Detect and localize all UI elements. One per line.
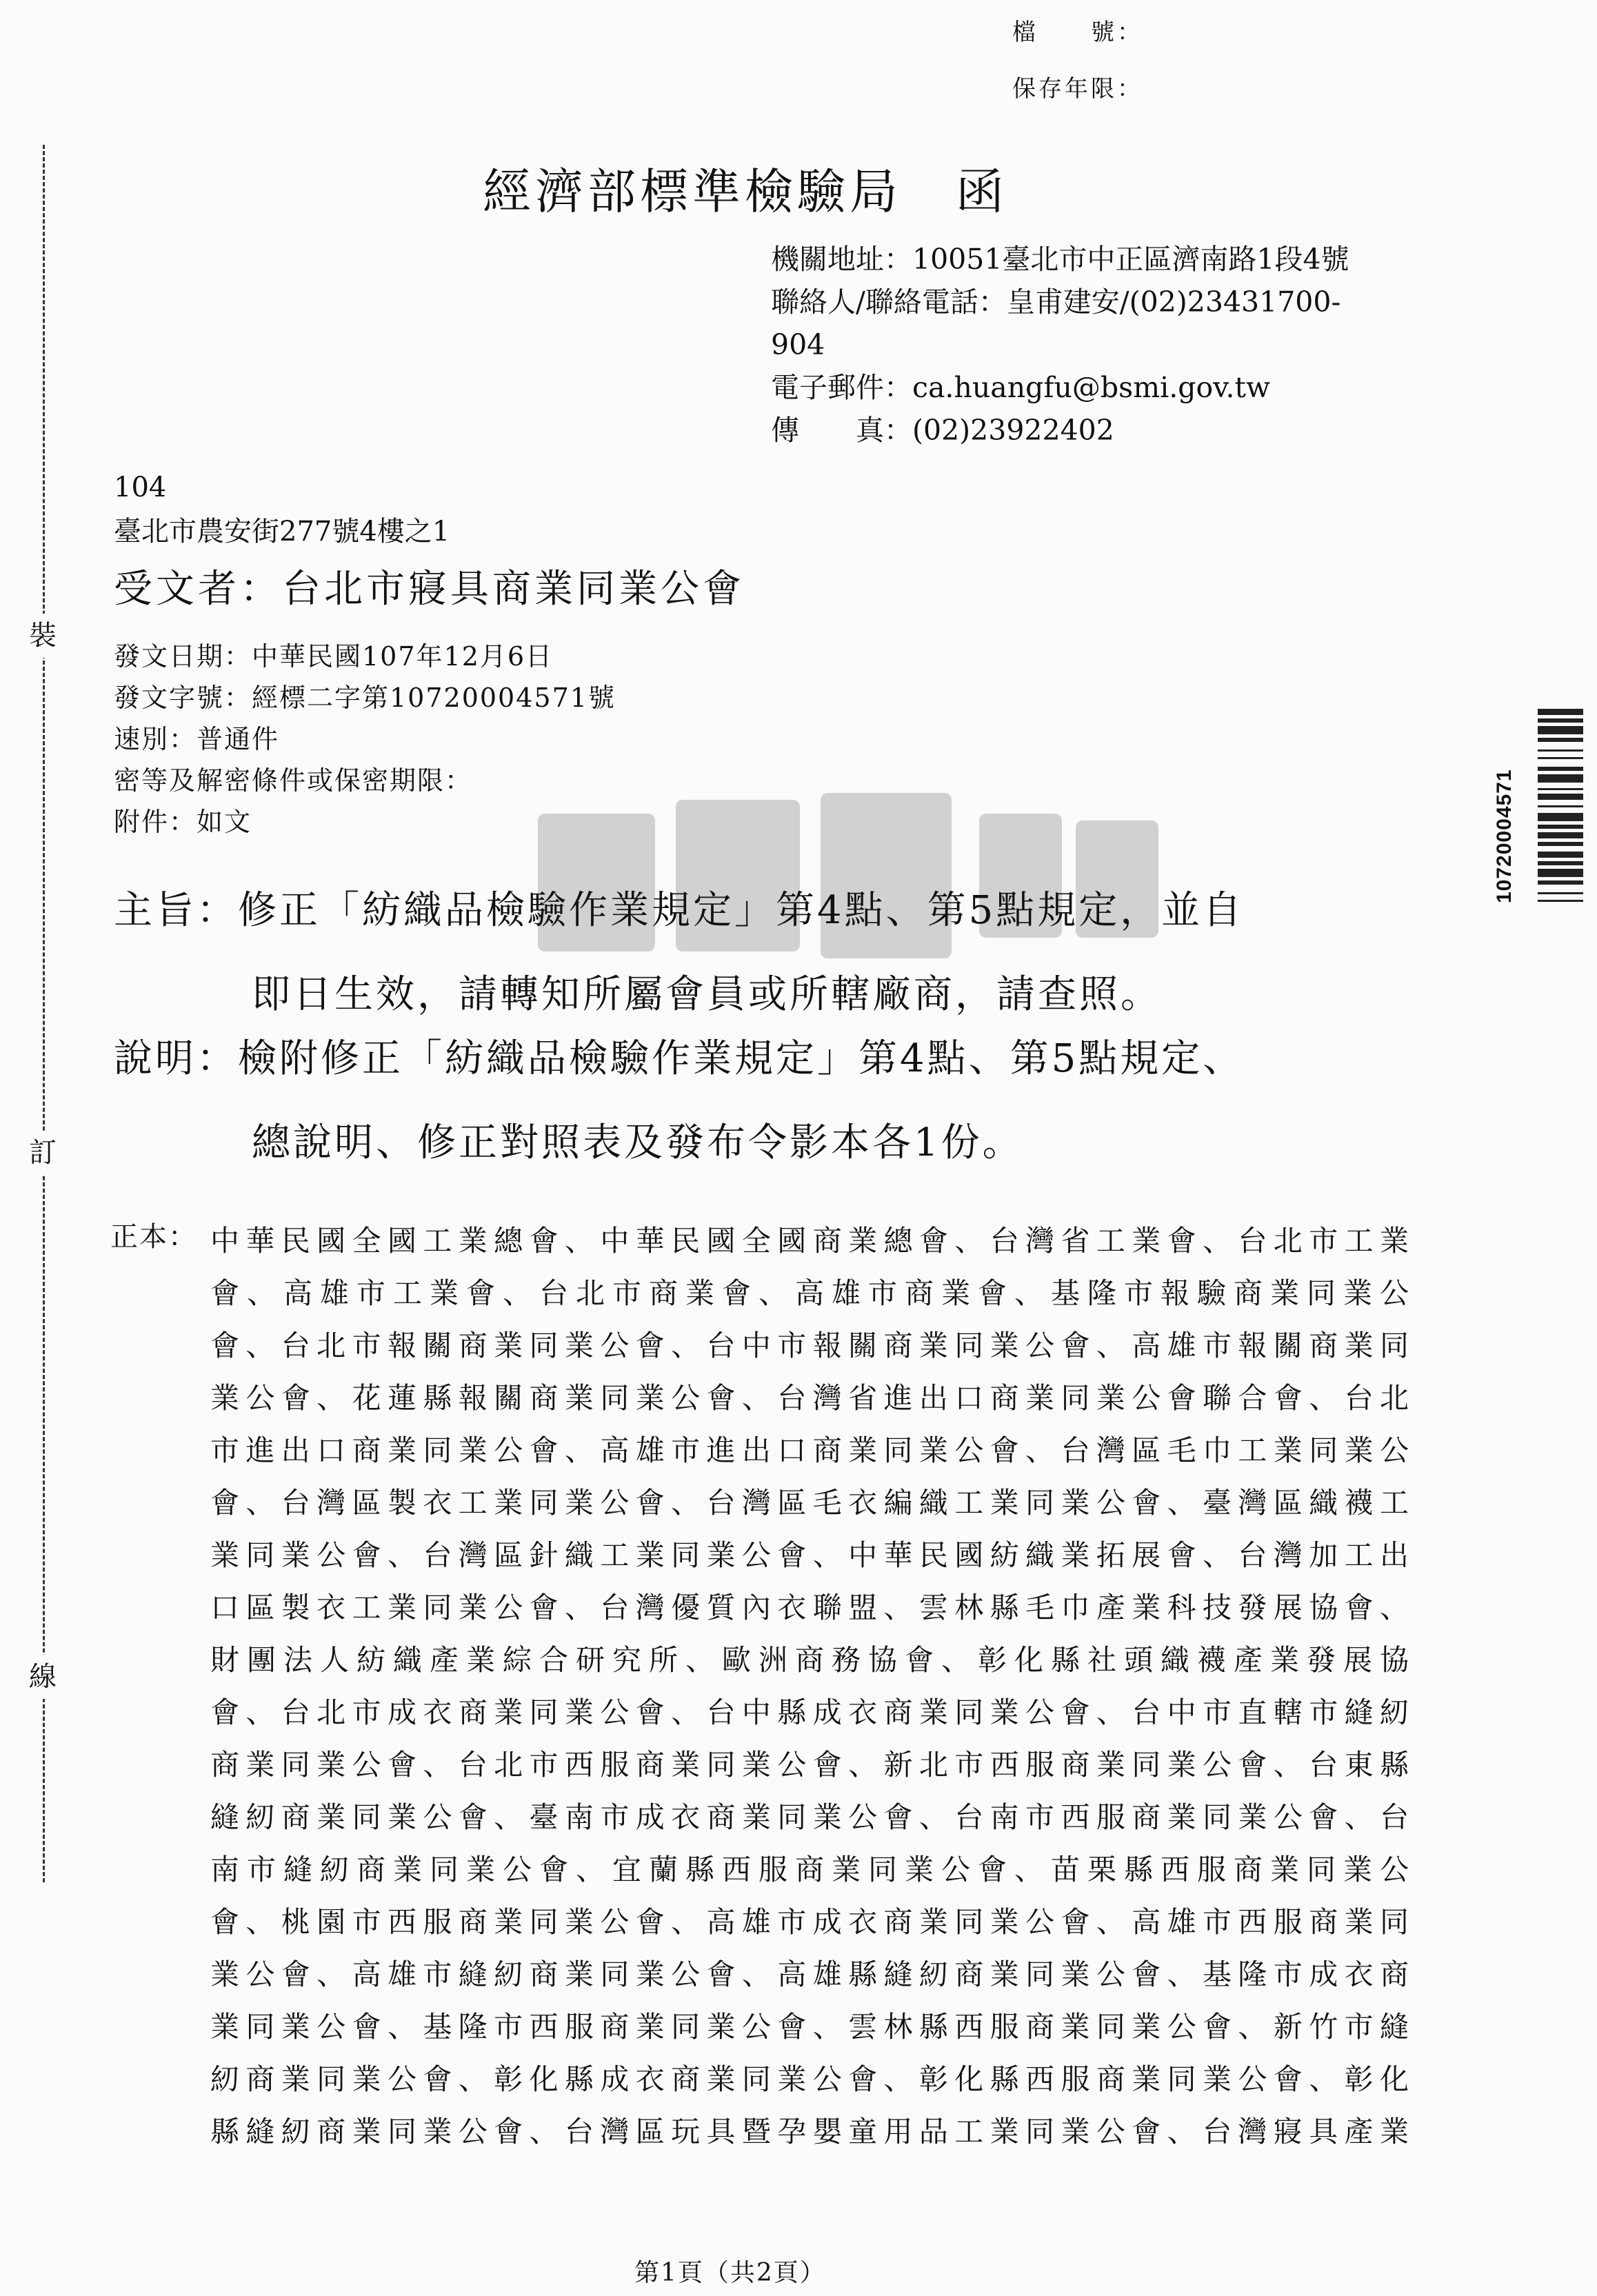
barcode-bar [1538,900,1583,902]
sender-fax: 傳 真：(02)23922402 [771,414,1114,447]
distribution-line: 會、台北市成衣商業同業公會、台中縣成衣商業同業公會、台中市直轄市縫紉 [210,1695,1410,1729]
binding-label-zhuang: 裝 [21,614,65,658]
barcode-bar [1538,726,1583,734]
distribution-line: 紉商業同業公會、彰化縣成衣商業同業公會、彰化縣西服商業同業公會、彰化 [210,2062,1410,2096]
description-line-2: 總說明、修正對照表及發布令影本各1份。 [252,1120,1024,1165]
receiver-postal-code: 104 [114,472,167,503]
barcode-bar [1538,880,1583,885]
distribution-line: 商業同業公會、台北市西服商業同業公會、新北市西服商業同業公會、台東縣 [210,1748,1410,1782]
barcode-bar [1538,813,1583,821]
archive-info [1012,4,1143,117]
distribution-line: 縫紉商業同業公會、臺南市成衣商業同業公會、台南市西服商業同業公會、台 [210,1800,1410,1834]
distribution-label: 正本： [110,1221,197,1253]
sender-address: 機關地址：10051臺北市中正區濟南路1段4號 [771,243,1349,276]
sender-email: 電子郵件：ca.huangfu@bsmi.gov.tw [771,371,1271,404]
barcode-bar [1538,842,1583,846]
barcode-bar [1538,718,1583,723]
barcode-bar [1538,805,1583,807]
retention-period-label: 保存年限： [1012,75,1143,103]
distribution-line: 中華民國全國工業總會、中華民國全國商業總會、台灣省工業會、台北市工業 [210,1224,1410,1258]
distribution-line: 會、台北市報關商業同業公會、台中市報關商業同業公會、高雄市報關商業同 [210,1329,1410,1362]
secrecy-level: 密等及解密條件或保密期限： [114,765,473,796]
barcode-bar [1538,869,1583,877]
delivery-speed: 速別：普通件 [114,724,280,754]
distribution-line: 財團法人紡織產業綜合研究所、歐洲商務協會、彰化縣社頭織襪產業發展協 [210,1643,1410,1677]
distribution-line: 會、台灣區製衣工業同業公會、台灣區毛衣編織工業同業公會、臺灣區織襪工 [210,1486,1410,1520]
document-title [483,153,1008,223]
distribution-list [210,1215,1410,2158]
barcode-bar [1538,861,1583,865]
distribution-line: 會、桃園市西服商業同業公會、高雄市成衣商業同業公會、高雄市西服商業同 [210,1905,1410,1939]
file-number-label: 檔 號： [1012,19,1143,46]
subject-paragraph [114,869,1424,1037]
distribution-line: 縣縫紉商業同業公會、台灣區玩具暨孕嬰童用品工業同業公會、台灣寢具產業 [210,2115,1410,2148]
sender-contact: 聯絡人/聯絡電話：皇甫建安/(02)23431700- [771,285,1341,319]
binding-dashed-line [43,145,45,1882]
distribution-line: 業同業公會、台灣區針織工業同業公會、中華民國紡織業拓展會、台灣加工出 [210,1538,1410,1572]
distribution-line: 業公會、高雄市縫紉商業同業公會、高雄縣縫紉商業同業公會、基隆市成衣商 [210,1957,1410,1991]
distribution-line: 口區製衣工業同業公會、台灣優質內衣聯盟、雲林縣毛巾產業科技發展協會、 [210,1591,1410,1624]
receiver-address: 臺北市農安街277號4樓之1 [114,516,450,547]
barcode-bar [1538,757,1583,759]
distribution-line: 業公會、花蓮縣報關商業同業公會、台灣省進出口商業同業公會聯合會、台北 [210,1381,1410,1415]
binding-label-ding: 訂 [21,1131,65,1175]
barcode-bar [1538,709,1583,715]
receiver-address-block [114,465,450,554]
distribution-line: 南市縫紉商業同業公會、宜蘭縣西服商業同業公會、苗栗縣西服商業同業公 [210,1853,1410,1886]
barcode-bar [1538,788,1583,790]
barcode-bar [1538,767,1583,771]
description-paragraph [114,1017,1424,1185]
barcode-bar [1538,774,1583,783]
page-footer: 第1頁（共2頁） [634,2259,826,2287]
subject-line-1: 主旨：修正「紡織品檢驗作業規定」第4點、第5點規定，並自 [114,888,1245,933]
agency-name: 經濟部標準檢驗局 [483,163,902,220]
distribution-line: 市進出口商業同業公會、高雄市進出口商業同業公會、台灣區毛巾工業同業公 [210,1433,1410,1467]
barcode-bar [1538,738,1583,742]
attachment: 附件：如文 [114,807,252,837]
document-type: 函 [956,163,1008,220]
document-number: 發文字號：經標二字第10720004571號 [114,683,616,713]
barcode-bar [1538,852,1583,858]
barcode-bar [1538,825,1583,829]
distribution-line: 業同業公會、基隆市西服商業同業公會、雲林縣西服商業同業公會、新竹市縫 [210,2010,1410,2044]
binding-label-xian: 線 [21,1655,65,1699]
barcode-number: 10720004571 [1493,769,1516,903]
issue-date: 發文日期：中華民國107年12月6日 [114,641,554,672]
sender-contact-extension: 904 [771,328,825,361]
barcode-bar [1538,892,1583,894]
recipient: 受文者：台北市寢具商業同業公會 [114,567,745,612]
description-line-1: 說明：檢附修正「紡織品檢驗作業規定」第4點、第5點規定、 [114,1036,1245,1081]
barcode-bar [1538,832,1583,838]
barcode-bar [1538,749,1583,752]
sender-info [771,238,1349,452]
barcode-bar [1538,794,1583,800]
distribution-line: 會、高雄市工業會、台北市商業會、高雄市商業會、基隆市報驗商業同業公 [210,1276,1410,1310]
subject-line-2: 即日生效，請轉知所屬會員或所轄廠商，請查照。 [252,972,1162,1017]
